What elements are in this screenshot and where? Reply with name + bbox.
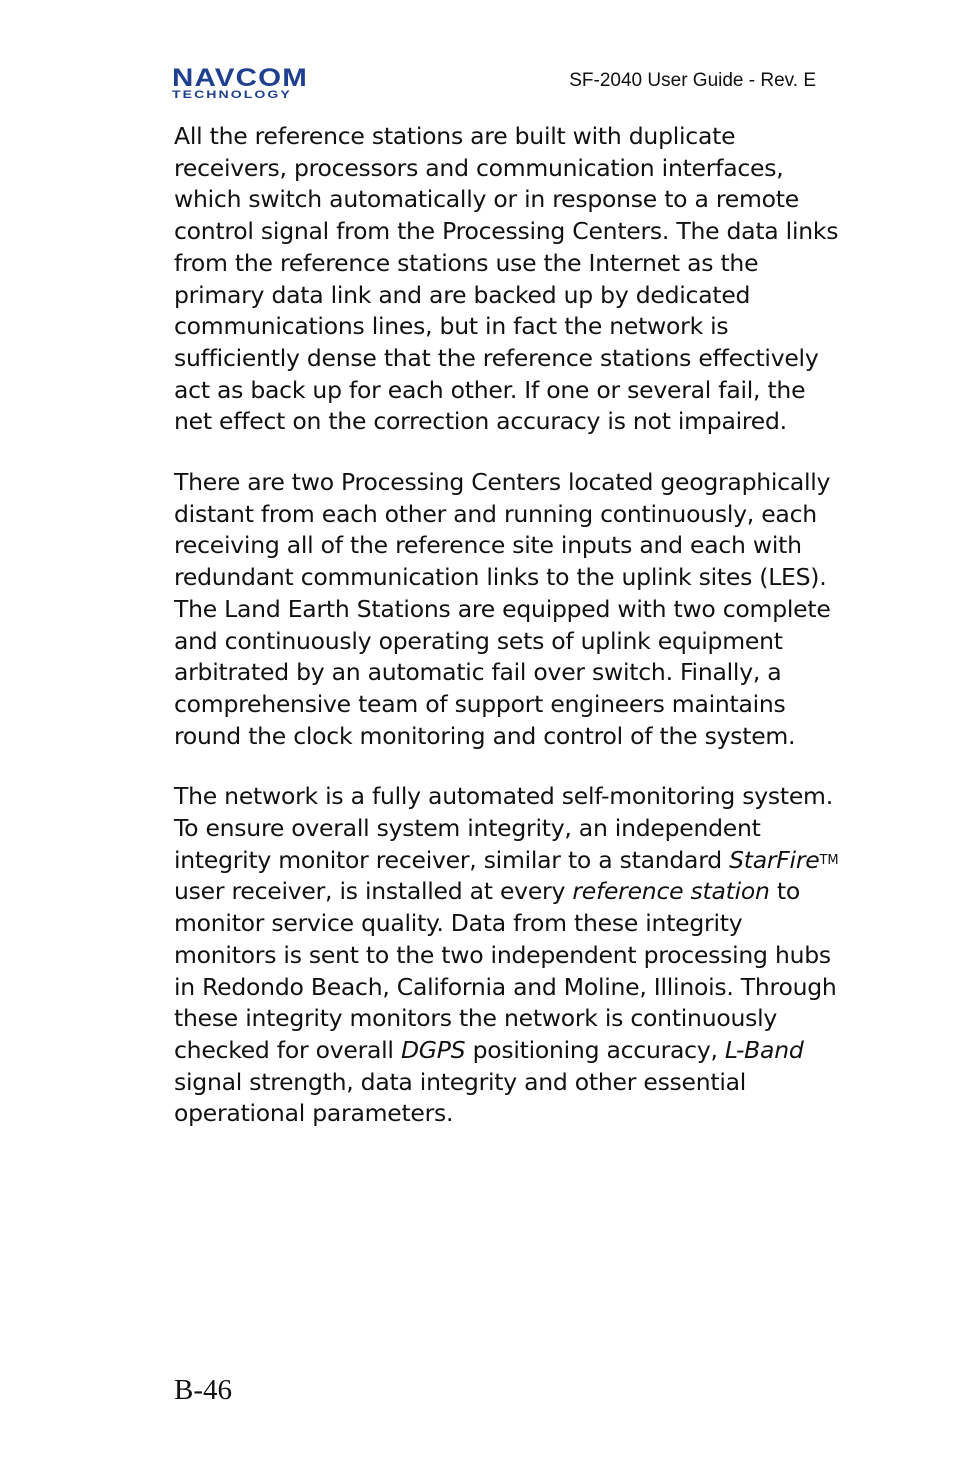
document-header-title: SF-2040 User Guide - Rev. E bbox=[569, 70, 816, 91]
text-run: to monitor service quality. Data from these integrity monitors is sent to the two independent processing hubs in Redondo Beach, California and Moline, Illinois. Through these integrity monitors the network is continuously checked for overall bbox=[174, 877, 837, 1064]
reference-station-term: reference station bbox=[572, 877, 770, 906]
paragraph-reference-stations: All the reference stations are built with duplicate receivers, processors and communication interfaces, which switch automatically or in response to a remote control signal from the Processing Centers. The data links from the reference stations use the Internet as the primary data link and are backed up by dedicated communications lines, but in fact the network is sufficiently dense that the reference stations effectively act as back up for each other. If one or several fail, the net effect on the correction accuracy is not impaired. bbox=[174, 122, 839, 436]
page-body bbox=[174, 121, 842, 1159]
text-run: signal strength, data integrity and other essential operational parameters. bbox=[174, 1067, 747, 1128]
page-number: B-46 bbox=[174, 1374, 232, 1406]
dgps-term: DGPS bbox=[400, 1035, 466, 1064]
text-run: The network is a fully automated self-monitoring system. To ensure overall system integrity, an independent integrity monitor receiver, similar to a standard bbox=[174, 782, 833, 874]
logo-wordmark: NAVCOM bbox=[172, 64, 309, 92]
navcom-logo bbox=[172, 66, 356, 100]
starfire-term: StarFire bbox=[729, 845, 820, 874]
paragraph-network-monitoring bbox=[174, 781, 842, 1130]
logo-subtitle: TECHNOLOGY bbox=[172, 89, 292, 101]
text-run: user receiver, is installed at every bbox=[174, 877, 573, 906]
trademark-mark: TM bbox=[819, 852, 839, 868]
lband-term: L-Band bbox=[724, 1035, 804, 1064]
paragraph-processing-centers: There are two Processing Centers located geographically distant from each other and running continuously, each receiving all of the reference site inputs and each with redundant communication links to the uplink sites (LES). The Land Earth Stations are equipped with two complete and continuously operating sets of uplink equipment arbitrated by an automatic fail over switch. Finally, a comprehensive team of support engineers maintains round the clock monitoring and control of the system. bbox=[174, 468, 831, 750]
text-run: positioning accuracy, bbox=[465, 1035, 725, 1064]
